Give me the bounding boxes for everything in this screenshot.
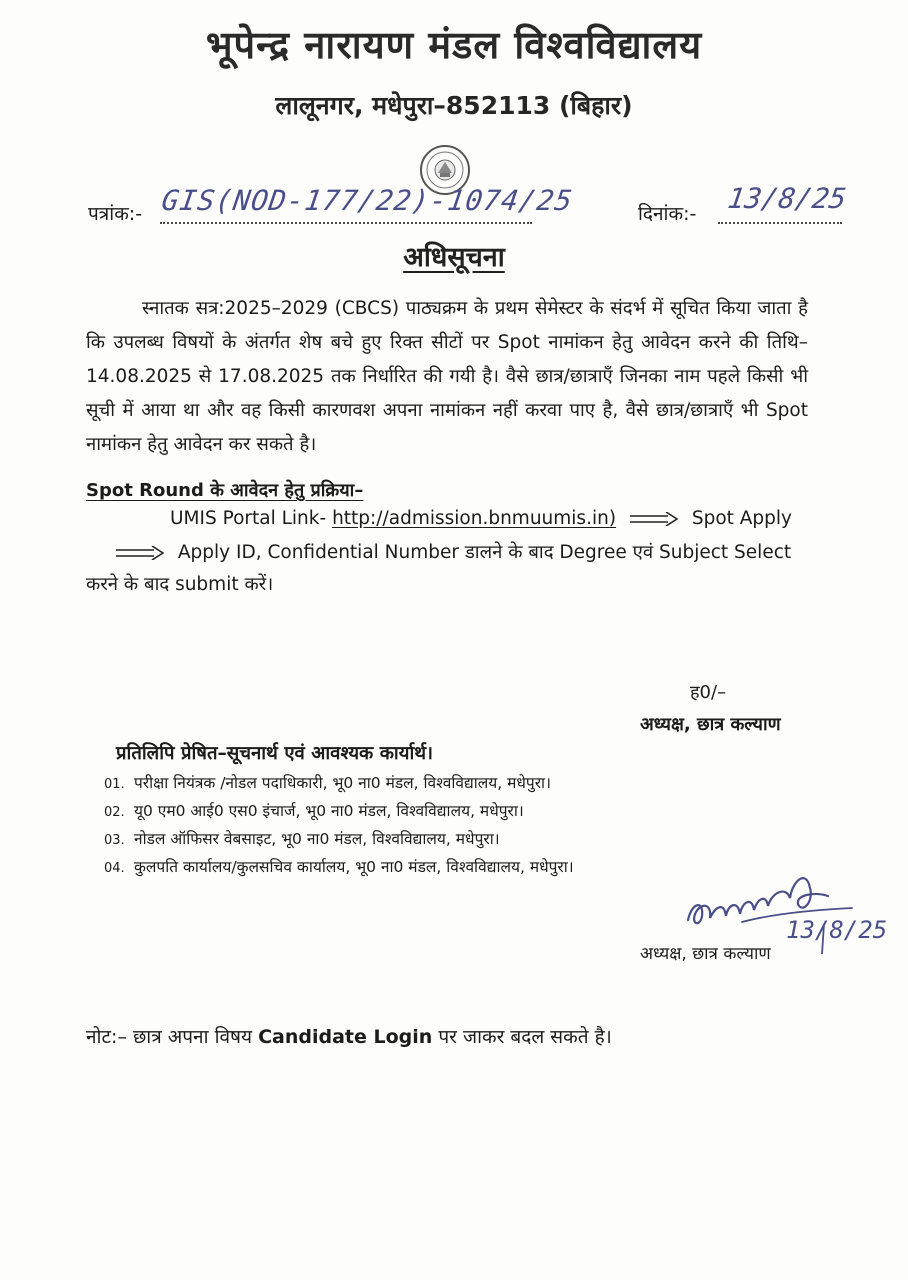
list-item-number: 04. — [104, 861, 125, 876]
note-suffix: पर जाकर बदल सकते है। — [438, 1026, 612, 1048]
list-item-text: यू0 एम0 आई0 एस0 इंचार्ज, भू0 ना0 मंडल, विश्वविद्यालय, मधेपुरा। — [134, 802, 524, 820]
notice-heading-wrap — [0, 237, 908, 274]
date-dotted-line — [718, 222, 842, 224]
arrow-right-icon — [630, 512, 678, 526]
list-item-text: परीक्षा नियंत्रक /नोडल पदाधिकारी, भू0 ना0 मंडल, विश्वविद्यालय, मधेपुरा। — [134, 774, 551, 792]
step-spot-apply: Spot Apply — [691, 508, 792, 529]
portal-link[interactable]: http://admission.bnmuumis.in) — [332, 508, 617, 529]
reference-label: पत्रांक:- — [88, 203, 143, 225]
university-address: लालूनगर, मधेपुरा–852113 (बिहार) — [275, 91, 633, 120]
signatory-designation-1: अध्यक्ष, छात्र कल्याण — [640, 714, 781, 735]
signature-date: 13/8/25 — [786, 916, 888, 944]
procedure-line-apply-id — [116, 539, 791, 564]
reference-number: GIS(NOD-177/22)-1074/25 — [159, 184, 576, 217]
list-item — [104, 854, 574, 882]
signed-mark: ह0/– — [690, 682, 727, 703]
list-item-number: 02. — [104, 805, 125, 820]
list-item — [104, 798, 574, 826]
university-name: भूपेन्द्र नारायण मंडल विश्वविद्यालय — [205, 23, 703, 67]
portal-prefix: UMIS Portal Link- — [170, 508, 327, 529]
date-value: 13/8/25 — [725, 182, 849, 215]
signatory-designation-2: अध्यक्ष, छात्र कल्याण — [640, 944, 771, 964]
notice-body-paragraph: स्नातक सत्र:2025–2029 (CBCS) पाठ्यक्रम के प्रथम सेमेस्टर के संदर्भ में सूचित किया जाता है कि उपलब्ध विषयों के अंतर्गत शेष बचे हुए रिक्त सीटों पर Spot नामांकन हेतु आवेदन करने की तिथि–14.08.2025 से 17.08.2025 तक निर्धारित की गयी है। वैसे छात्र/छात्राएँ जिनका नाम पहले किसी भी सूची में आया था और वह किसी कारणवश अपना नामांकन नहीं करवा पाए है, वैसे छात्र/छात्राएँ भी Spot नामांकन हेतु आवेदन कर सकते है। — [86, 298, 808, 455]
list-item-number: 01. — [104, 777, 125, 792]
list-item-text: कुलपति कार्यालय/कुलसचिव कार्यालय, भू0 ना0 मंडल, विश्वविद्यालय, मधेपुरा। — [134, 858, 574, 876]
step-apply-id: Apply ID, Confidential Number डालने के बाद Degree एवं Subject Select — [177, 542, 792, 563]
procedure-line-portal — [170, 508, 792, 529]
list-item-number: 03. — [104, 833, 125, 848]
procedure-title: Spot Round के आवेदन हेतु प्रक्रिया– — [86, 480, 364, 501]
note-prefix: नोट:– छात्र अपना विषय — [86, 1026, 253, 1048]
notice-heading: अधिसूचना — [403, 242, 505, 273]
copy-to-list — [104, 770, 574, 882]
step-submit: करने के बाद submit करें। — [86, 574, 274, 595]
date-label: दिनांक:- — [638, 203, 697, 225]
note-line — [86, 1023, 612, 1049]
list-item — [104, 770, 574, 798]
list-item-text: नोडल ऑफिसर वेबसाइट, भू0 ना0 मंडल, विश्वविद्यालय, मधेपुरा। — [134, 830, 500, 848]
arrow-right-icon — [116, 546, 164, 560]
list-item — [104, 826, 574, 854]
note-candidate-login: Candidate Login — [258, 1026, 433, 1048]
copy-to-title: प्रतिलिपि प्रेषित–सूचनार्थ एवं आवश्यक कार्यार्थ। — [116, 743, 434, 764]
reference-dotted-line — [160, 222, 532, 224]
